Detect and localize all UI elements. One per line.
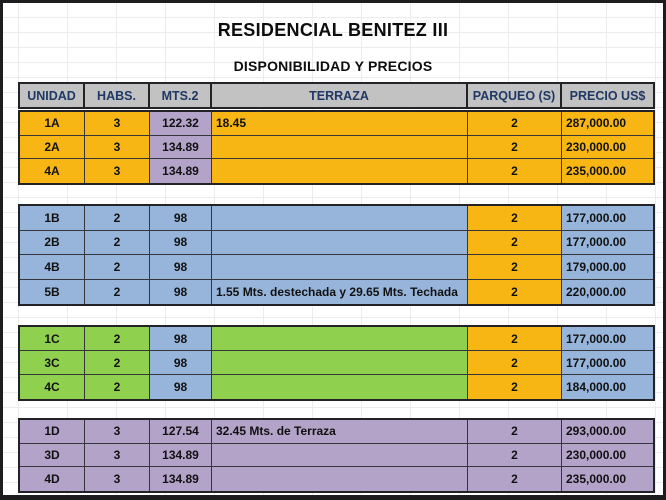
cell-unidad[interactable]: 3C [20, 351, 85, 375]
col-header-precio: PRECIO US$ [562, 84, 653, 107]
cell-unidad[interactable]: 1B [20, 206, 85, 231]
sheet-title: RESIDENCIAL BENITEZ III [217, 19, 449, 40]
cell-parqueo[interactable]: 2 [468, 444, 562, 468]
cell-parqueo[interactable]: 2 [468, 255, 562, 280]
cell-mts2[interactable]: 134.89 [150, 444, 212, 468]
cell-unidad[interactable]: 5B [20, 280, 85, 305]
cell-parqueo[interactable]: 2 [468, 112, 562, 136]
cell-terraza[interactable] [212, 444, 468, 468]
cell-habs[interactable]: 2 [85, 351, 150, 375]
cell-precio[interactable]: 177,000.00 [562, 206, 653, 231]
cell-parqueo[interactable]: 2 [468, 351, 562, 375]
sheet-subtitle: DISPONIBILIDAD Y PRECIOS [233, 58, 433, 74]
cell-terraza[interactable] [212, 206, 468, 231]
cell-precio[interactable]: 177,000.00 [562, 327, 653, 351]
cell-terraza[interactable] [212, 159, 468, 183]
cell-precio[interactable]: 230,000.00 [562, 136, 653, 160]
cell-unidad[interactable]: 1A [20, 112, 85, 136]
cell-mts2[interactable]: 122.32 [150, 112, 212, 136]
col-header-parqueo: PARQUEO (S) [468, 84, 562, 107]
cell-terraza[interactable] [212, 351, 468, 375]
cell-habs[interactable]: 3 [85, 136, 150, 160]
section-c-table [18, 325, 655, 401]
cell-parqueo[interactable]: 2 [468, 159, 562, 183]
cell-precio[interactable]: 177,000.00 [562, 231, 653, 256]
cell-precio[interactable]: 293,000.00 [562, 420, 653, 444]
cell-precio[interactable]: 230,000.00 [562, 444, 653, 468]
cell-terraza[interactable]: 32.45 Mts. de Terraza [212, 420, 468, 444]
cell-unidad[interactable]: 1C [20, 327, 85, 351]
col-header-habs: HABS. [85, 84, 150, 107]
cell-unidad[interactable]: 2B [20, 231, 85, 256]
cell-mts2[interactable]: 134.89 [150, 159, 212, 183]
cell-parqueo[interactable]: 2 [468, 206, 562, 231]
cell-habs[interactable]: 2 [85, 375, 150, 399]
cell-terraza[interactable] [212, 375, 468, 399]
cell-parqueo[interactable]: 2 [468, 375, 562, 399]
cell-precio[interactable]: 235,000.00 [562, 467, 653, 491]
cell-unidad[interactable]: 2A [20, 136, 85, 160]
cell-parqueo[interactable]: 2 [468, 136, 562, 160]
cell-parqueo[interactable]: 2 [468, 280, 562, 305]
section-b-table [18, 204, 655, 306]
cell-terraza[interactable]: 1.55 Mts. destechada y 29.65 Mts. Techada [212, 280, 468, 305]
cell-precio[interactable]: 179,000.00 [562, 255, 653, 280]
cell-terraza[interactable] [212, 231, 468, 256]
cell-unidad[interactable]: 1D [20, 420, 85, 444]
cell-unidad[interactable]: 4D [20, 467, 85, 491]
cell-habs[interactable]: 2 [85, 206, 150, 231]
cell-terraza[interactable] [212, 327, 468, 351]
col-header-mts2: MTS.2 [150, 84, 212, 107]
cell-unidad[interactable]: 3D [20, 444, 85, 468]
cell-mts2[interactable]: 98 [150, 280, 212, 305]
table-header-row [18, 82, 655, 109]
cell-habs[interactable]: 3 [85, 420, 150, 444]
cell-mts2[interactable]: 134.89 [150, 467, 212, 491]
cell-habs[interactable]: 2 [85, 231, 150, 256]
cell-mts2[interactable]: 98 [150, 375, 212, 399]
cell-precio[interactable]: 177,000.00 [562, 351, 653, 375]
cell-unidad[interactable]: 4C [20, 375, 85, 399]
cell-habs[interactable]: 3 [85, 467, 150, 491]
cell-parqueo[interactable]: 2 [468, 231, 562, 256]
cell-habs[interactable]: 2 [85, 280, 150, 305]
cell-mts2[interactable]: 134.89 [150, 136, 212, 160]
cell-parqueo[interactable]: 2 [468, 467, 562, 491]
col-header-terraza: TERRAZA [212, 84, 468, 107]
cell-unidad[interactable]: 4A [20, 159, 85, 183]
section-d-table [18, 418, 655, 493]
cell-precio[interactable]: 184,000.00 [562, 375, 653, 399]
cell-habs[interactable]: 2 [85, 255, 150, 280]
cell-terraza[interactable] [212, 136, 468, 160]
cell-terraza[interactable] [212, 467, 468, 491]
cell-habs[interactable]: 3 [85, 112, 150, 136]
cell-parqueo[interactable]: 2 [468, 420, 562, 444]
cell-unidad[interactable]: 4B [20, 255, 85, 280]
cell-habs[interactable]: 3 [85, 159, 150, 183]
cell-mts2[interactable]: 98 [150, 255, 212, 280]
cell-mts2[interactable]: 98 [150, 206, 212, 231]
cell-precio[interactable]: 287,000.00 [562, 112, 653, 136]
cell-mts2[interactable]: 98 [150, 351, 212, 375]
cell-terraza[interactable] [212, 255, 468, 280]
col-header-unidad: UNIDAD [20, 84, 85, 107]
cell-mts2[interactable]: 98 [150, 327, 212, 351]
cell-habs[interactable]: 2 [85, 327, 150, 351]
cell-precio[interactable]: 220,000.00 [562, 280, 653, 305]
cell-precio[interactable]: 235,000.00 [562, 159, 653, 183]
cell-habs[interactable]: 3 [85, 444, 150, 468]
section-a-table [18, 110, 655, 185]
cell-mts2[interactable]: 127.54 [150, 420, 212, 444]
cell-mts2[interactable]: 98 [150, 231, 212, 256]
cell-parqueo[interactable]: 2 [468, 327, 562, 351]
cell-terraza[interactable]: 18.45 [212, 112, 468, 136]
